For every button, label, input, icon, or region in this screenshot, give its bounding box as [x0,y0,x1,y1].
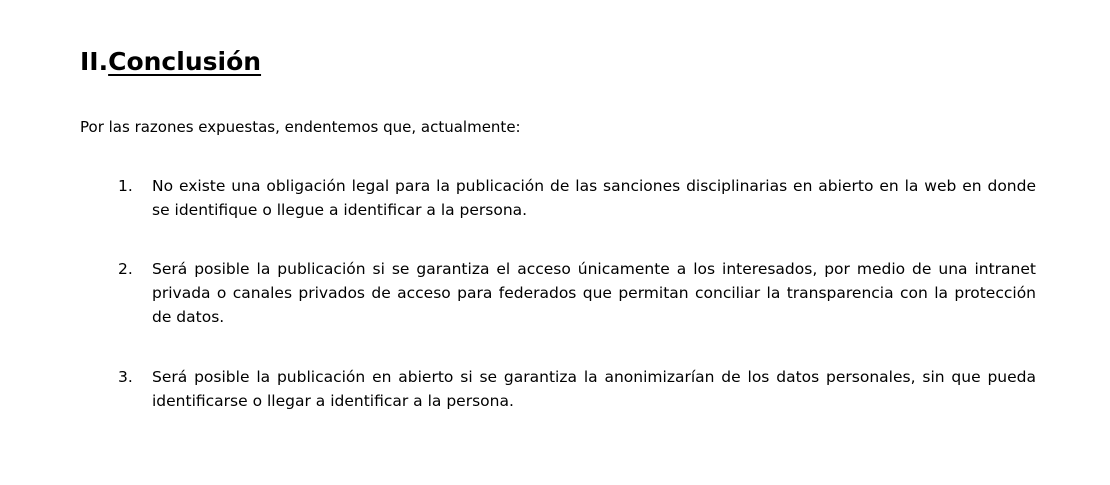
list-item-number: 2. [118,260,133,278]
conclusion-list-2 [118,257,1036,329]
list-item [118,257,1036,329]
conclusion-list-3 [118,365,1036,413]
section-number: II. [80,47,109,76]
list-item-text: No existe una obligación legal para la publicación de las sanciones disciplinarias en abierto en la web en donde se identifique o llegue a identificar a la persona. [152,177,1036,219]
list-item-text: Será posible la publicación si se garantiza el acceso únicamente a los interesados, por medio de una intranet privada o canales privados de acceso para federados que permitan conciliar la transparencia con la protección de datos. [152,260,1036,326]
list-item-text: Será posible la publicación en abierto si se garantiza la anonimizarían de los datos personales, sin que pueda identificarse o llegar a identificar a la persona. [152,368,1036,410]
list-item-number: 1. [118,177,133,195]
list-item [118,174,1036,222]
list-item [118,365,1036,413]
intro-paragraph: Por las razones expuestas, endentemos que, actualmente: [80,118,521,136]
conclusion-list-1 [118,174,1036,222]
list-item-number: 3. [118,368,133,386]
section-heading [80,44,261,80]
section-title: Conclusión [108,47,262,76]
